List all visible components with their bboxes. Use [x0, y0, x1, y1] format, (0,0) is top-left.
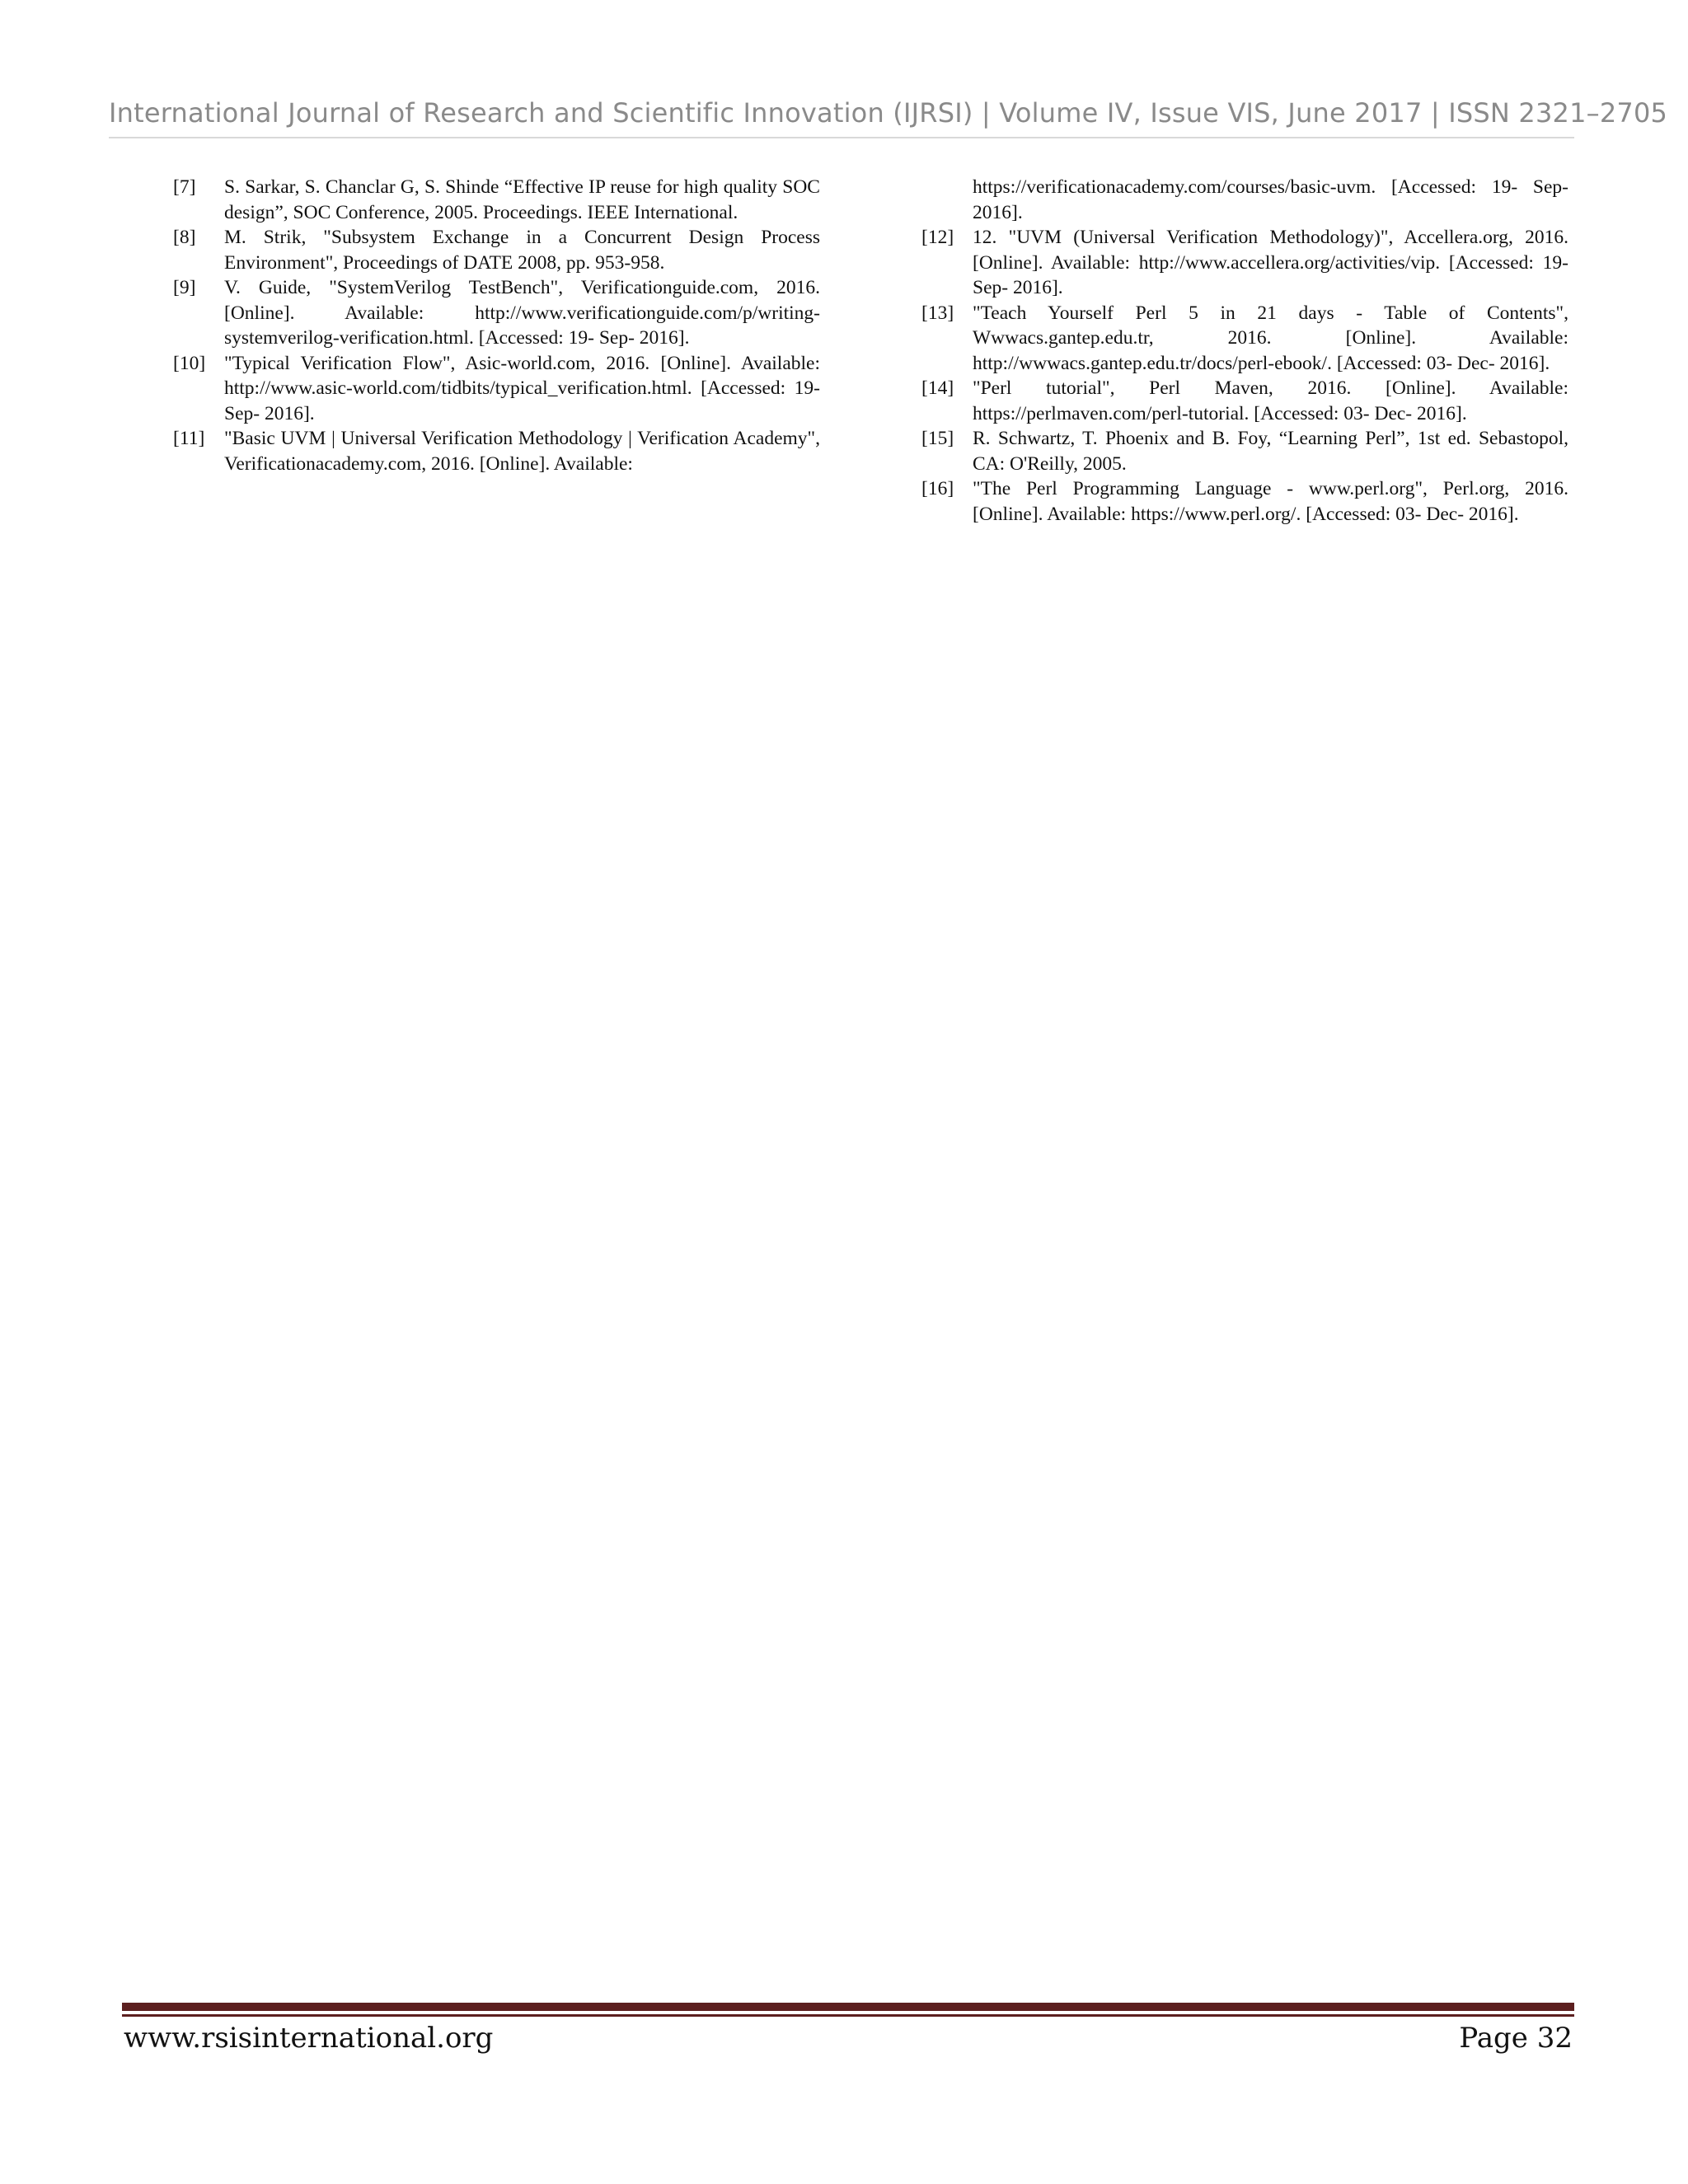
- footer-divider-thin: [122, 2014, 1574, 2017]
- reference-number: [12]: [921, 227, 954, 248]
- header-divider: [109, 137, 1574, 138]
- reference-text: V. Guide, "SystemVerilog TestBench", Verificationguide.com, 2016. [Online]. Available: http://www.verificationguide.com/p/writing-systemverilog-verification.html. [Accessed: 19- Sep- 2016].: [224, 277, 820, 349]
- reference-text: "The Perl Programming Language - www.perl.org", Perl.org, 2016. [Online]. Available: https://www.perl.org/. [Accessed: 03- Dec- 2016].: [973, 478, 1568, 525]
- references-left-column: [173, 175, 820, 476]
- reference-number: [8]: [173, 227, 196, 248]
- reference-number: [7]: [173, 176, 196, 198]
- reference-11: [173, 426, 820, 476]
- page-number: Page 32: [1459, 2022, 1573, 2055]
- reference-7: [173, 175, 820, 225]
- reference-text: R. Schwartz, T. Phoenix and B. Foy, “Learning Perl”, 1st ed. Sebastopol, CA: O'Reilly, 2005.: [973, 428, 1568, 475]
- reference-text: 12. "UVM (Universal Verification Methodology)", Accellera.org, 2016. [Online]. Available: http://www.accellera.org/activities/vip. [Accessed: 19- Sep- 2016].: [973, 227, 1568, 298]
- reference-12: [921, 225, 1568, 301]
- reference-15: [921, 426, 1568, 476]
- reference-9: [173, 275, 820, 351]
- references-right-column: [921, 175, 1568, 527]
- reference-8: [173, 225, 820, 275]
- reference-16: [921, 476, 1568, 527]
- reference-text: "Typical Verification Flow", Asic-world.com, 2016. [Online]. Available: http://www.asic-world.com/tidbits/typical_verification.html. [Accessed: 19- Sep- 2016].: [224, 352, 820, 424]
- reference-10: [173, 351, 820, 427]
- reference-number: [10]: [173, 352, 206, 374]
- reference-number: [14]: [921, 377, 954, 399]
- reference-13: [921, 301, 1568, 377]
- reference-text: "Teach Yourself Perl 5 in 21 days - Table of Contents", Wwwacs.gantep.edu.tr, 2016. [Online]. Available: http://wwwacs.gantep.edu.tr/docs/perl-ebook/. [Accessed: 03- Dec- 2016].: [973, 302, 1568, 374]
- reference-number: [15]: [921, 428, 954, 449]
- reference-text: M. Strik, "Subsystem Exchange in a Concurrent Design Process Environment", Proceedings of DATE 2008, pp. 953-958.: [224, 227, 820, 274]
- reference-14: [921, 376, 1568, 426]
- reference-number: [16]: [921, 478, 954, 499]
- reference-text: S. Sarkar, S. Chanclar G, S. Shinde “Effective IP reuse for high quality SOC design”, SOC Conference, 2005. Proceedings. IEEE International.: [224, 176, 820, 223]
- reference-text: "Perl tutorial", Perl Maven, 2016. [Online]. Available: https://perlmaven.com/perl-tutorial. [Accessed: 03- Dec- 2016].: [973, 377, 1568, 424]
- reference-text: "Basic UVM | Universal Verification Methodology | Verification Academy", Verificationacademy.com, 2016. [Online]. Available:: [224, 428, 820, 475]
- reference-number: [9]: [173, 277, 196, 298]
- reference-11-continued: https://verificationacademy.com/courses/basic-uvm. [Accessed: 19- Sep- 2016].: [973, 176, 1568, 223]
- reference-number: [13]: [921, 302, 954, 324]
- reference-number: [11]: [173, 428, 205, 449]
- running-header: International Journal of Research and Scientific Innovation (IJRSI) | Volume IV, Issue VIS, June 2017 | ISSN 2321–2705: [109, 97, 1668, 129]
- footer-divider-thick: [122, 2003, 1574, 2011]
- footer-website: www.rsisinternational.org: [124, 2022, 494, 2055]
